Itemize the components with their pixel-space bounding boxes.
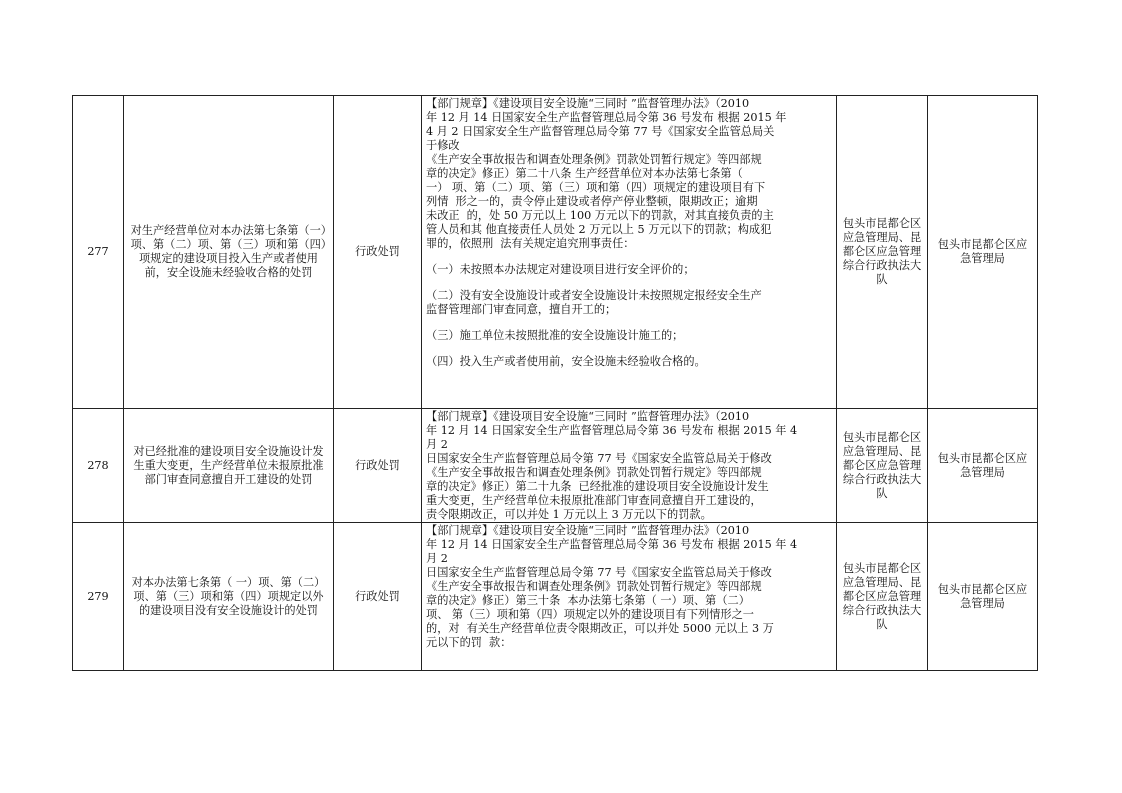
enforcing-unit: 包头市昆都仑区应急管理局、昆都仑区应急管理综合行政执法大队 — [837, 523, 928, 671]
responsible-authority: 包头市昆都仑区应急管理局 — [928, 523, 1038, 671]
basis-line: 4 月 2 日国家安全生产监督管理总局令第 77 号《国家安全监管总局关 — [426, 125, 775, 138]
table-row — [73, 523, 1038, 671]
item-type: 行政处罚 — [334, 523, 422, 671]
basis-line: 《生产安全事故报告和调查处理条例》罚款处罚暂行规定》等四部规 — [426, 580, 762, 593]
item-name — [124, 409, 334, 523]
legal-basis — [422, 96, 837, 409]
row-number: 279 — [73, 523, 124, 671]
basis-line: 《生产安全事故报告和调查处理条例》罚款处罚暂行规定》等四部规 — [426, 153, 762, 166]
basis-line: 章的决定》修正）第二十九条 已经批准的建设项目安全设施设计发生 — [426, 480, 769, 493]
penalty-table — [72, 95, 1038, 671]
enforcing-unit: 包头市昆都仑区应急管理局、昆都仑区应急管理综合行政执法大队 — [837, 409, 928, 523]
basis-line: 章的决定》修正）第三十条 本办法第七条第（ 一）项、第（二） — [426, 594, 750, 607]
basis-line: 日国家安全生产监督管理总局令第 77 号《国家安全监管总局关于修改 — [426, 566, 772, 579]
basis-line: 年 12 月 14 日国家安全生产监督管理总局令第 36 号发布 根据 2015 年 — [426, 111, 787, 124]
responsible-authority: 包头市昆都仑区应急管理局 — [928, 409, 1038, 523]
item-name — [124, 96, 334, 409]
basis-line: 项、 第（三）项和第（四）项规定以外的建设项目有下列情形之一 — [426, 608, 754, 621]
basis-line: 日国家安全生产监督管理总局令第 77 号《国家安全监管总局关于修改 — [426, 452, 772, 465]
item-name-text: 对本办法第七条第（ 一）项、第（二）项、第（三）项和第（四）项规定以外的建设项目没有安全设施设计的处罚 — [131, 575, 326, 617]
item-type: 行政处罚 — [334, 409, 422, 523]
legal-basis — [422, 523, 837, 671]
basis-line: （一）未按照本办法规定对建设项目进行安全评价的； — [426, 263, 695, 276]
basis-line: 章的决定》修正）第二十八条 生产经营单位对本办法第七条第（ — [426, 167, 743, 180]
basis-line: 列情 形之一的，责令停止建设或者停产停业整顿，限期改正；逾期 — [426, 195, 758, 208]
item-name-text: 对生产经营单位对本办法第七条第（一）项、第（二）项、第（三）项和第（四）项规定的建设项目投入生产或者使用前，安全设施未经验收合格的处罚 — [130, 224, 327, 279]
basis-spacer — [426, 277, 832, 289]
basis-line: （三）施工单位未按照批准的安全设施设计施工的； — [426, 329, 684, 342]
basis-line: （二）没有安全设施设计或者安全设施设计未按照规定报经安全生产 — [426, 289, 762, 302]
basis-line: 【部门规章】《建设项目安全设施“三同时 ”监督管理办法》（2010 — [426, 97, 750, 110]
enforcing-unit: 包头市昆都仑区应急管理局、昆都仑区应急管理综合行政执法大队 — [837, 96, 928, 409]
basis-line: 监督管理部门审查同意，擅自开工的； — [426, 303, 617, 316]
basis-line: 【部门规章】《建设项目安全设施“三同时 ”监督管理办法》（2010 — [426, 524, 750, 537]
basis-line: （四）投入生产或者使用前，安全设施未经验收合格的。 — [426, 355, 706, 368]
legal-basis — [422, 409, 837, 523]
basis-line: 于修改 — [426, 139, 460, 152]
basis-line: 月 2 — [426, 552, 448, 565]
basis-line: 责令限期改正，可以并处 1 万元以上 3 万元以下的罚款。 — [426, 508, 712, 521]
item-type: 行政处罚 — [334, 96, 422, 409]
responsible-authority: 包头市昆都仑区应急管理局 — [928, 96, 1038, 409]
item-name — [124, 523, 334, 671]
row-number: 277 — [73, 96, 124, 409]
basis-line: 的，对 有关生产经营单位责令限期改正，可以并处 5000 元以上 3 万 — [426, 622, 774, 635]
table-row — [73, 96, 1038, 409]
item-name-text: 对已经批准的建设项目安全设施设计发生重大变更，生产经营单位未报原批准部门审查同意擅自开工建设的处罚 — [133, 444, 324, 486]
basis-line: 年 12 月 14 日国家安全生产监督管理总局令第 36 号发布 根据 2015 年 4 — [426, 424, 798, 437]
basis-line: 元以下的罚 款： — [426, 636, 512, 649]
basis-line: 月 2 — [426, 438, 448, 451]
basis-line: 管人员和其 他直接责任人员处 2 万元以上 5 万元以下的罚款；构成犯 — [426, 223, 772, 236]
basis-line: 重大变更，生产经营单位未报原批准部门审查同意擅自开工建设的， — [426, 494, 762, 507]
table-body — [73, 96, 1038, 671]
table-row — [73, 409, 1038, 523]
basis-line: 一） 项、第（二）项、第（三）项和第（四）项规定的建设项目有下 — [426, 181, 766, 194]
row-number: 278 — [73, 409, 124, 523]
basis-line: 年 12 月 14 日国家安全生产监督管理总局令第 36 号发布 根据 2015 年 4 — [426, 538, 798, 551]
basis-spacer — [426, 317, 832, 329]
basis-line: 罪的，依照刑 法有关规定追究刑事责任： — [426, 237, 635, 250]
basis-line: 《生产安全事故报告和调查处理条例》罚款处罚暂行规定》等四部规 — [426, 466, 762, 479]
basis-line: 【部门规章】《建设项目安全设施“三同时 ”监督管理办法》（2010 — [426, 410, 750, 423]
basis-line: 未改正 的，处 50 万元以上 100 万元以下的罚款，对其直接负责的主 — [426, 209, 774, 222]
basis-spacer — [426, 343, 832, 355]
basis-spacer — [426, 251, 832, 263]
